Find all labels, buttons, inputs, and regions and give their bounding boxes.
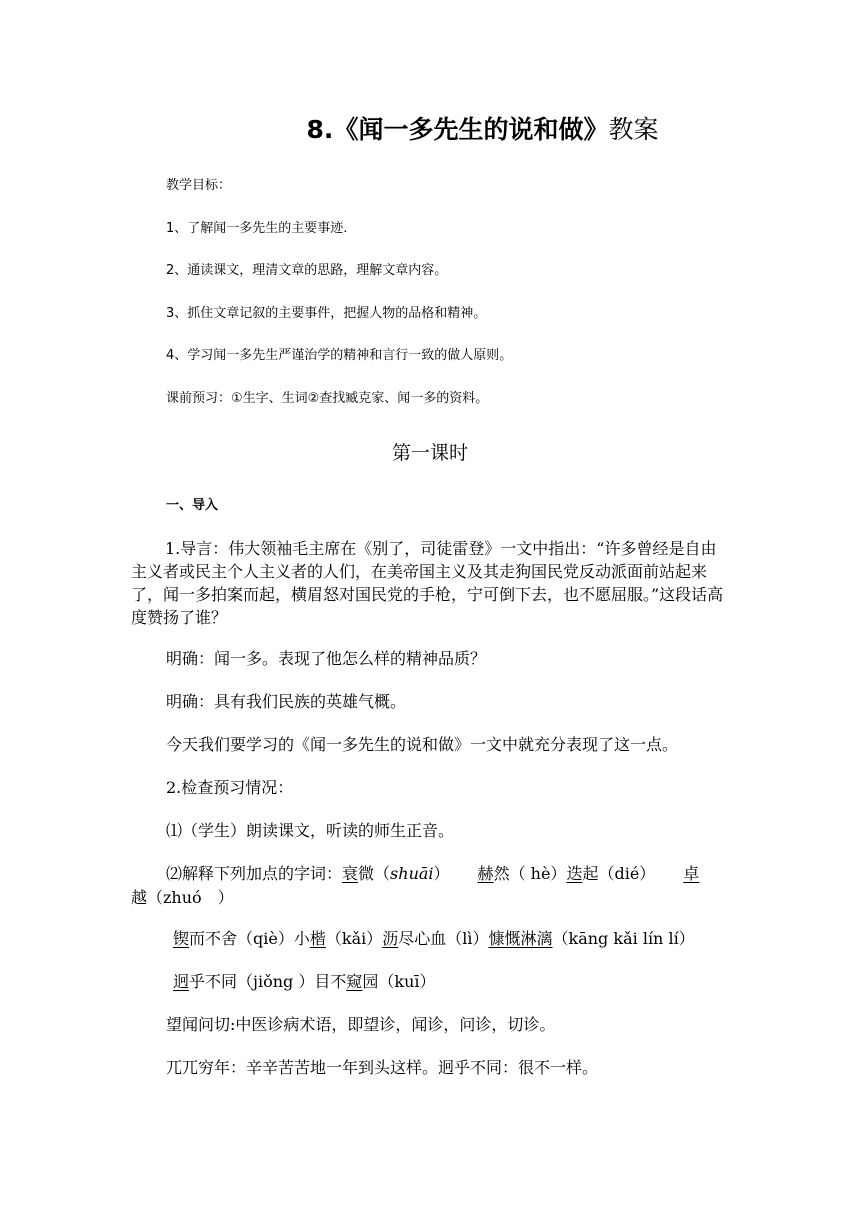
vocab-char: 楷 — [309, 929, 326, 948]
vocab-char: 慷慨淋漓 — [488, 929, 553, 948]
objectives-heading: 教学目标： — [166, 178, 232, 193]
vocab-text: （kǎi） — [325, 929, 383, 948]
vocab-text: 起（dié） — [582, 864, 656, 883]
vocab-text: 然（ hè） — [493, 864, 567, 883]
vocab-text: （kāng kǎi lín lí） — [552, 929, 695, 948]
title-number: 8. — [306, 115, 334, 144]
vocab-line-1-wrap: 越（zhuó ） — [131, 888, 234, 907]
intro-paragraph: 1.导言：伟大领袖毛主席在《别了，司徒雷登》一文中指出：“许多曾经是自由主义者或民主个人主义者的人们，在美帝国主义及其走狗国民党反动派面前站起来了，闻一多拍案而起，横眉怒对国民党的手枪，宁可倒下去，也不愿屈服。”这段话高度赞扬了谁？ — [131, 539, 724, 627]
preview-text: 课前预习：①生字、生词②查找臧克家、闻一多的资料。 — [166, 391, 489, 406]
check-heading: 2.检查预习情况： — [166, 778, 294, 797]
vocab-pinyin: shuāi — [390, 864, 434, 883]
vocab-text: 乎不同（jiǒng ）目不 — [189, 972, 347, 991]
answer-2: 明确：具有我们民族的英雄气概。 — [166, 692, 407, 711]
vocab-char: 衰 — [342, 864, 359, 883]
vocab-line-3 — [173, 969, 436, 992]
definition-1: 望闻问切:中医诊病术语，即望诊，闻诊，问诊，切诊。 — [166, 1015, 556, 1034]
vocab-char: 窥 — [346, 972, 363, 991]
title-suffix: 教案 — [608, 115, 659, 144]
objective-3: 3、抓住文章记叙的主要事件，把握人物的品格和精神。 — [166, 306, 487, 321]
answer-1: 明确：闻一多。表现了他怎么样的精神品质？ — [166, 649, 487, 668]
check-item-1: ⑴（学生）朗读课文，听读的师生正音。 — [166, 821, 455, 840]
vocab-char: 赫 — [477, 864, 494, 883]
definition-2: 兀兀穷年：辛辛苦苦地一年到头这样。迥乎不同：很不一样。 — [166, 1058, 599, 1077]
vocab-char: 卓 — [683, 864, 700, 883]
vocab-lead: ⑵解释下列加点的字词： — [166, 864, 343, 883]
vocab-text: 园（kuī） — [362, 972, 436, 991]
vocab-text: ） — [433, 864, 450, 883]
vocab-char: 锲 — [173, 929, 190, 948]
vocab-text: 微（ — [358, 864, 391, 883]
vocab-text: 而不舍（qiè）小 — [189, 929, 310, 948]
today-line: 今天我们要学习的《闻一多先生的说和做》一文中就充分表现了这一点。 — [166, 735, 679, 754]
vocab-text: 尽心血（lì） — [398, 929, 489, 948]
document-title — [0, 110, 860, 146]
vocab-char: 迭 — [566, 864, 583, 883]
objective-4: 4、学习闻一多先生严谨治学的精神和言行一致的做人原则。 — [166, 348, 513, 363]
objective-1: 1、了解闻一多先生的主要事迹. — [166, 221, 348, 236]
objective-2: 2、通读课文，理清文章的思路，理解文章内容。 — [166, 263, 448, 278]
section-heading-intro: 一、导入 — [166, 498, 219, 513]
vocab-char: 迥 — [173, 972, 190, 991]
vocab-line-1 — [166, 861, 699, 884]
title-work: 《闻一多先生的说和做》 — [333, 115, 609, 144]
lesson-heading: 第一课时 — [391, 442, 468, 464]
vocab-line-2 — [173, 926, 695, 949]
vocab-char: 沥 — [382, 929, 399, 948]
